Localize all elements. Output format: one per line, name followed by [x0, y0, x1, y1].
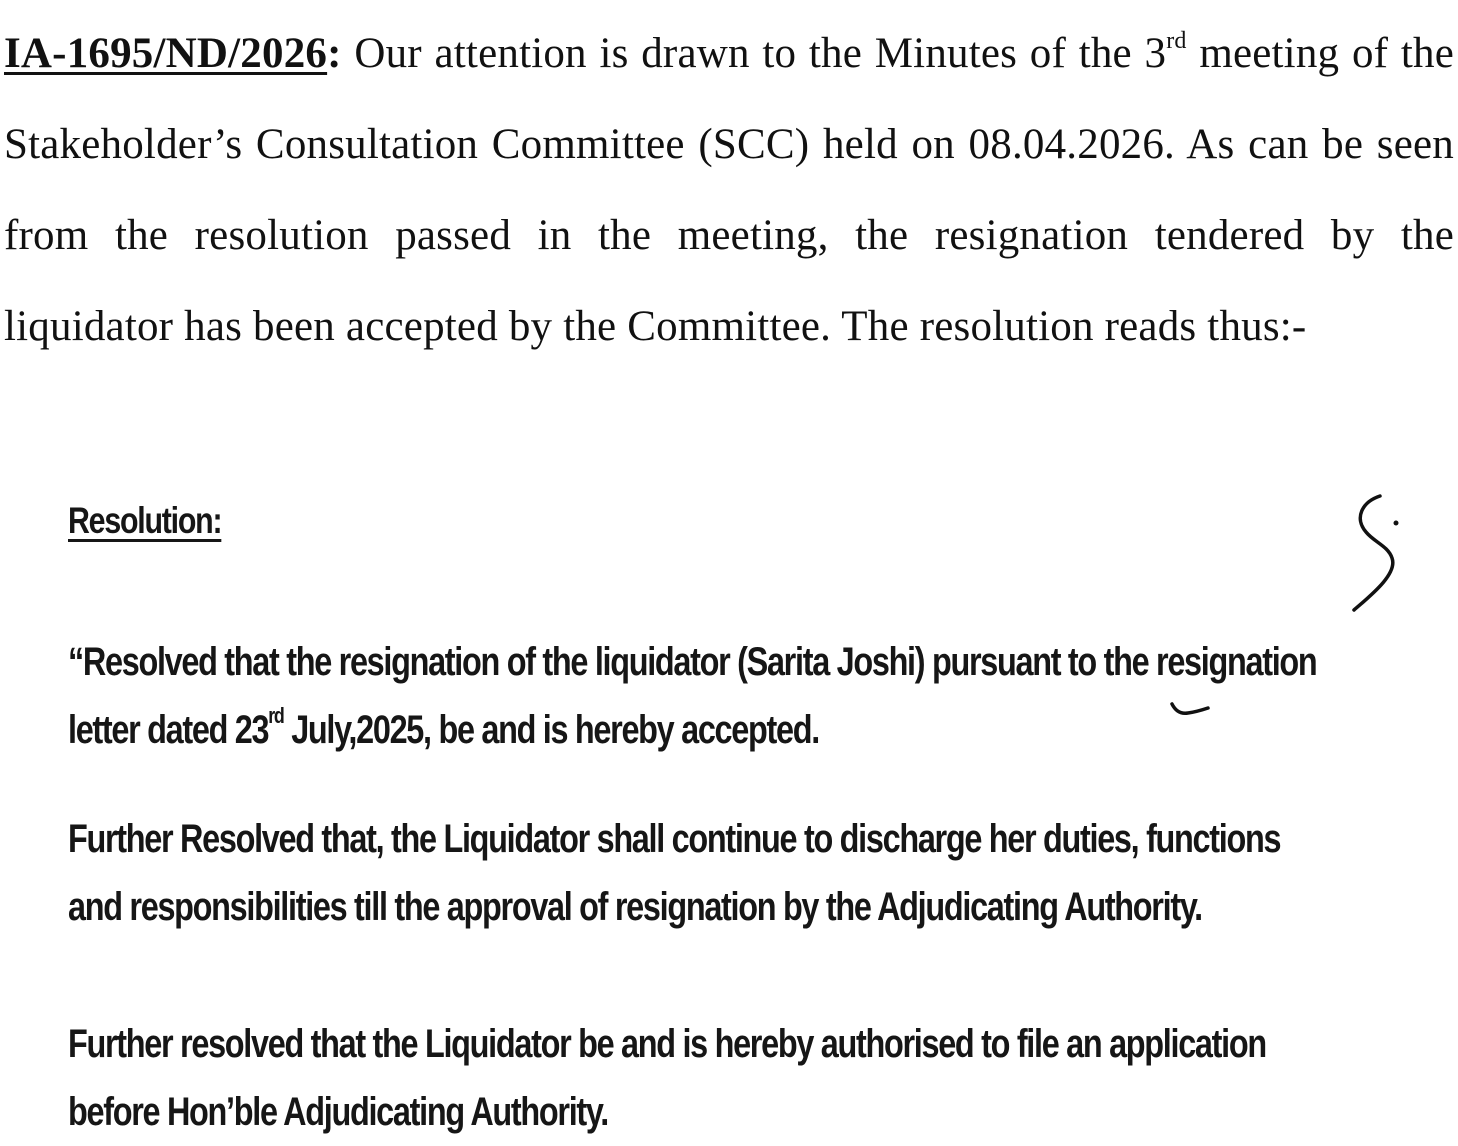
order-paragraph [4, 8, 1454, 372]
order-line-4: tendered by the liquidator has been accepted by the Committee. The [4, 212, 1454, 350]
resolution-paragraph-2 [68, 805, 1396, 941]
resolution-heading: Resolution: [68, 500, 222, 541]
order-line-2: of the Stakeholder’s Consultation Committee (SCC) held on 08.04.2026. As [4, 30, 1454, 168]
resolution-paragraph-1 [68, 628, 1396, 764]
resolution-p2-line-1: Further Resolved that, the Liquidator shall continue to discharge her duties, functions [68, 817, 1281, 861]
order-line-1: Our attention is drawn to the Minutes of the 3 [341, 30, 1167, 77]
order-line-5: resolution reads thus:- [919, 303, 1307, 350]
order-line-1-tail: meeting [1186, 30, 1340, 77]
resolution-p1-line-2-pre: letter dated 23 [68, 708, 269, 752]
handwritten-initial-signature [1340, 488, 1410, 618]
case-number-colon: : [327, 30, 342, 77]
ordinal-suffix: rd [1166, 27, 1187, 54]
handwritten-tick-mark [1166, 698, 1214, 722]
case-number: IA-1695/ND/2026 [4, 30, 328, 77]
resolution-ordinal-suffix: rd [268, 702, 284, 728]
resolution-p3-line-2: before Hon’ble Adjudicating Authority. [68, 1090, 608, 1134]
resolution-p1-line-1: “Resolved that the resignation of the liquidator (Sarita Joshi) pursuant to the resignation [68, 640, 1317, 684]
resolution-p2-line-2: and responsibilities till the approval of resignation by the Adjudicating Authority. [68, 885, 1202, 929]
resolution-p3-line-1: Further resolved that the Liquidator be and is hereby authorised to file an application [68, 1022, 1266, 1066]
order-line-3: can be seen from the resolution passed in the meeting, the resignation [4, 121, 1454, 259]
resolution-p1-line-2-post: July,2025, be and is hereby accepted. [283, 708, 819, 752]
resolution-paragraph-3 [68, 1010, 1396, 1146]
